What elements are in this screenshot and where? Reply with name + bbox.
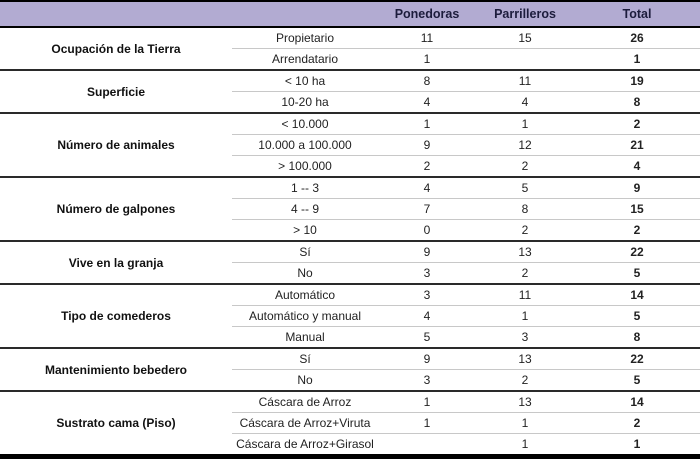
total-value: 26 bbox=[574, 27, 700, 49]
total-value: 15 bbox=[574, 199, 700, 220]
category-label: Tipo de comederos bbox=[0, 284, 232, 348]
header-col-parrilleros: Parrilleros bbox=[476, 2, 574, 27]
parrilleros-value: 2 bbox=[476, 370, 574, 392]
table-row bbox=[0, 391, 700, 413]
total-value: 5 bbox=[574, 370, 700, 392]
ponedoras-value: 4 bbox=[378, 306, 476, 327]
row-label: < 10.000 bbox=[232, 113, 378, 135]
category-label: Superficie bbox=[0, 70, 232, 113]
row-label: No bbox=[232, 370, 378, 392]
table-row bbox=[0, 113, 700, 135]
total-value: 1 bbox=[574, 434, 700, 455]
parrilleros-value: 11 bbox=[476, 284, 574, 306]
ponedoras-value: 3 bbox=[378, 263, 476, 285]
ponedoras-value: 1 bbox=[378, 391, 476, 413]
row-label: 4 -- 9 bbox=[232, 199, 378, 220]
header-spacer-subcategory bbox=[232, 2, 378, 27]
row-label: 10.000 a 100.000 bbox=[232, 135, 378, 156]
row-label: Automático y manual bbox=[232, 306, 378, 327]
ponedoras-value: 1 bbox=[378, 49, 476, 71]
ponedoras-value: 5 bbox=[378, 327, 476, 349]
total-value: 14 bbox=[574, 284, 700, 306]
ponedoras-value: 8 bbox=[378, 70, 476, 92]
row-label: Arrendatario bbox=[232, 49, 378, 71]
total-value: 2 bbox=[574, 220, 700, 242]
parrilleros-value: 1 bbox=[476, 434, 574, 455]
category-label: Mantenimiento bebedero bbox=[0, 348, 232, 391]
parrilleros-value: 13 bbox=[476, 348, 574, 370]
parrilleros-value: 8 bbox=[476, 199, 574, 220]
parrilleros-value: 4 bbox=[476, 92, 574, 114]
header-col-total: Total bbox=[574, 2, 700, 27]
row-label: 1 -- 3 bbox=[232, 177, 378, 199]
parrilleros-value: 12 bbox=[476, 135, 574, 156]
total-value: 8 bbox=[574, 92, 700, 114]
ponedoras-value: 2 bbox=[378, 156, 476, 178]
table-row bbox=[0, 241, 700, 263]
parrilleros-value: 11 bbox=[476, 70, 574, 92]
total-value: 22 bbox=[574, 348, 700, 370]
ponedoras-value: 7 bbox=[378, 199, 476, 220]
category-label: Vive en la granja bbox=[0, 241, 232, 284]
total-value: 19 bbox=[574, 70, 700, 92]
table-body bbox=[0, 27, 700, 454]
row-label: Sí bbox=[232, 241, 378, 263]
row-label: > 100.000 bbox=[232, 156, 378, 178]
row-label: Cáscara de Arroz bbox=[232, 391, 378, 413]
parrilleros-value bbox=[476, 49, 574, 71]
category-label: Número de galpones bbox=[0, 177, 232, 241]
parrilleros-value: 1 bbox=[476, 306, 574, 327]
row-label: Sí bbox=[232, 348, 378, 370]
total-value: 9 bbox=[574, 177, 700, 199]
ponedoras-value: 11 bbox=[378, 27, 476, 49]
table-row bbox=[0, 348, 700, 370]
row-label: No bbox=[232, 263, 378, 285]
total-value: 21 bbox=[574, 135, 700, 156]
ponedoras-value: 0 bbox=[378, 220, 476, 242]
table-header bbox=[0, 2, 700, 27]
row-label: Cáscara de Arroz+Viruta bbox=[232, 413, 378, 434]
parrilleros-value: 15 bbox=[476, 27, 574, 49]
total-value: 8 bbox=[574, 327, 700, 349]
parrilleros-value: 5 bbox=[476, 177, 574, 199]
ponedoras-value: 3 bbox=[378, 284, 476, 306]
total-value: 1 bbox=[574, 49, 700, 71]
total-value: 5 bbox=[574, 263, 700, 285]
category-label: Número de animales bbox=[0, 113, 232, 177]
parrilleros-value: 13 bbox=[476, 391, 574, 413]
total-value: 22 bbox=[574, 241, 700, 263]
total-value: 2 bbox=[574, 113, 700, 135]
total-value: 2 bbox=[574, 413, 700, 434]
poultry-farm-survey-table bbox=[0, 2, 700, 454]
ponedoras-value: 4 bbox=[378, 92, 476, 114]
ponedoras-value: 1 bbox=[378, 113, 476, 135]
ponedoras-value: 1 bbox=[378, 413, 476, 434]
parrilleros-value: 2 bbox=[476, 263, 574, 285]
table-row bbox=[0, 27, 700, 49]
row-label: Propietario bbox=[232, 27, 378, 49]
total-value: 5 bbox=[574, 306, 700, 327]
table-row bbox=[0, 177, 700, 199]
total-value: 14 bbox=[574, 391, 700, 413]
parrilleros-value: 1 bbox=[476, 113, 574, 135]
parrilleros-value: 2 bbox=[476, 220, 574, 242]
parrilleros-value: 1 bbox=[476, 413, 574, 434]
row-label: < 10 ha bbox=[232, 70, 378, 92]
ponedoras-value: 4 bbox=[378, 177, 476, 199]
category-label: Ocupación de la Tierra bbox=[0, 27, 232, 70]
parrilleros-value: 3 bbox=[476, 327, 574, 349]
table-row bbox=[0, 284, 700, 306]
row-label: Cáscara de Arroz+Girasol bbox=[232, 434, 378, 455]
row-label: Manual bbox=[232, 327, 378, 349]
row-label: > 10 bbox=[232, 220, 378, 242]
ponedoras-value: 9 bbox=[378, 135, 476, 156]
row-label: Automático bbox=[232, 284, 378, 306]
category-label: Sustrato cama (Piso) bbox=[0, 391, 232, 454]
header-col-ponedoras: Ponedoras bbox=[378, 2, 476, 27]
header-spacer-category bbox=[0, 2, 232, 27]
parrilleros-value: 13 bbox=[476, 241, 574, 263]
row-label: 10-20 ha bbox=[232, 92, 378, 114]
ponedoras-value: 9 bbox=[378, 241, 476, 263]
ponedoras-value bbox=[378, 434, 476, 455]
ponedoras-value: 9 bbox=[378, 348, 476, 370]
ponedoras-value: 3 bbox=[378, 370, 476, 392]
table-row bbox=[0, 70, 700, 92]
parrilleros-value: 2 bbox=[476, 156, 574, 178]
total-value: 4 bbox=[574, 156, 700, 178]
